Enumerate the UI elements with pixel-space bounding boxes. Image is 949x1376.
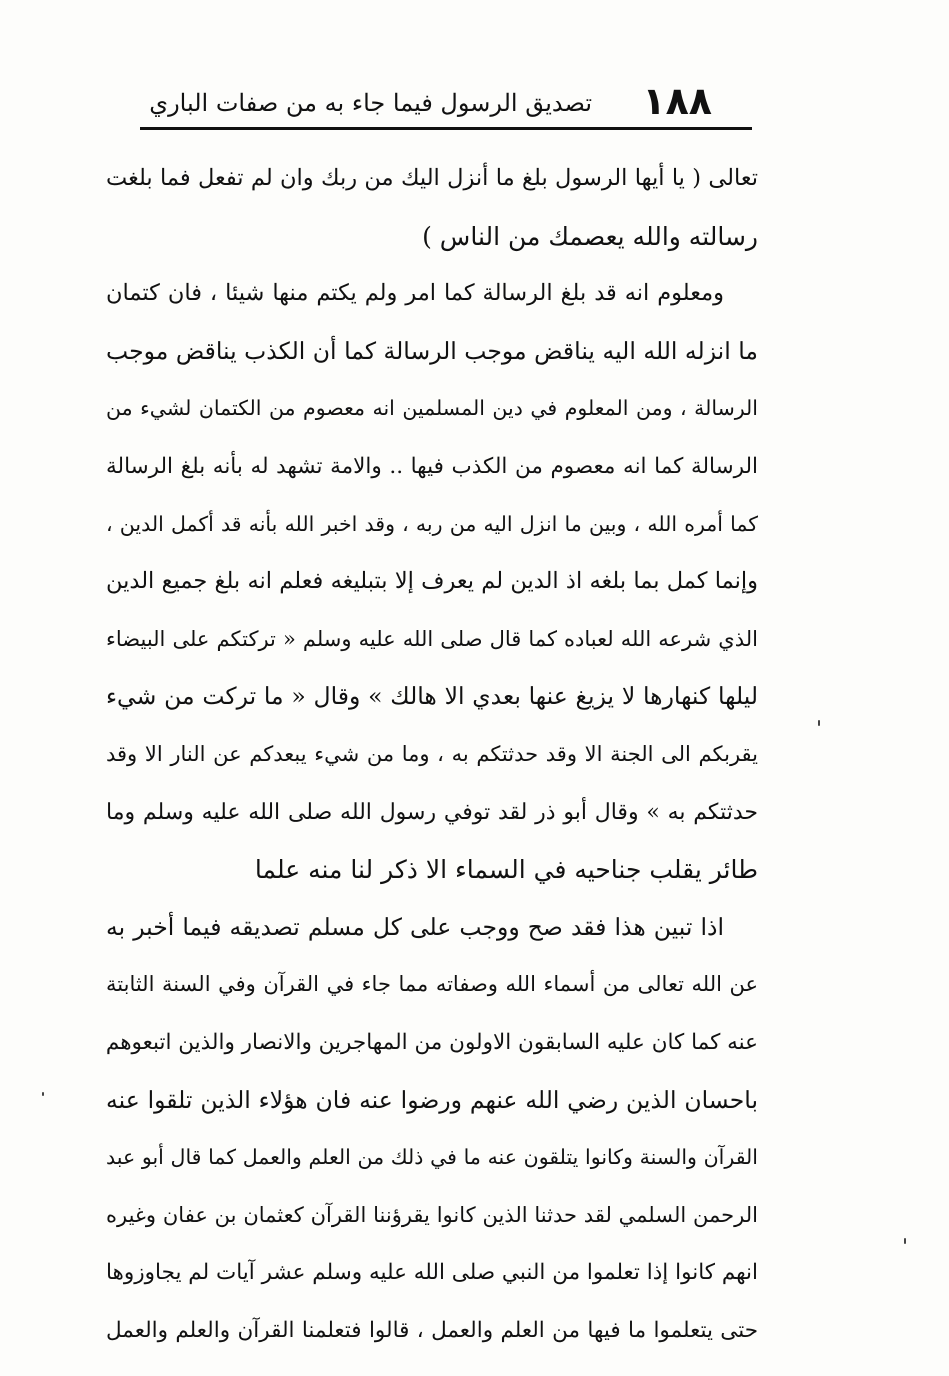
text-line: حتى يتعلموا ما فيها من العلم والعمل ، قالوا فتعلمنا القرآن والعلم والعمل <box>106 1317 758 1343</box>
text-line: الذي شرعه الله لعباده كما قال صلى الله عليه وسلم « تركتكم على البيضاء <box>106 626 758 651</box>
text-line: وإنما كمل بما بلغه اذ الدين لم يعرف إلا بتبليغه فعلم انه بلغ جميع الدين <box>106 568 758 595</box>
running-title: تصديق الرسول فيما جاء به من صفات الباري <box>149 89 592 117</box>
text-line: عن الله تعالى من أسماء الله وصفاته مما جاء في القرآن وفي السنة الثابتة <box>106 972 758 997</box>
text-line: طائر يقلب جناحيه في السماء الا ذكر لنا منه علما <box>254 855 758 885</box>
text-line: الرسالة ، ومن المعلوم في دين المسلمين انه معصوم من الكتمان لشيء من <box>106 396 758 421</box>
scan-speck <box>904 1238 906 1244</box>
body-text <box>106 150 758 1359</box>
text-line: حدثتكم به » وقال أبو ذر لقد توفي رسول الله صلى الله عليه وسلم وما <box>106 799 758 825</box>
page-header <box>140 78 752 128</box>
text-line: رسالته والله يعصمك من الناس ) <box>422 221 758 251</box>
page-number: ١٨٨ <box>642 79 712 123</box>
text-line: الرسالة كما انه معصوم من الكذب فيها .. والامة تشهد له بأنه بلغ الرسالة <box>106 453 758 479</box>
text-line: عنه كما كان عليه السابقون الاولون من المهاجرين والانصار والذين اتبعوهم <box>106 1029 758 1055</box>
text-line: يقربكم الى الجنة الا وقد حدثتكم به ، وما من شيء يبعدكم عن النار الا وقد <box>106 741 758 766</box>
scan-speck <box>818 720 820 726</box>
text-line: تعالى ( يا أيها الرسول بلغ ما أنزل اليك من ربك وان لم تفعل فما بلغت <box>106 165 758 191</box>
text-line: كما أمره الله ، وبين ما انزل اليه من ربه ، وقد اخبر الله بأنه قد أكمل الدين ، <box>106 511 758 536</box>
text-line: ليلها كنهارها لا يزيغ عنها بعدي الا هالك » وقال « ما تركت من شيء <box>106 682 758 711</box>
text-line: ما انزله الله اليه يناقض موجب الرسالة كما أن الكذب يناقض موجب <box>106 336 758 365</box>
paragraph-start-line: ومعلوم انه قد بلغ الرسالة كما امر ولم يكتم منها شيئا ، فان كتمان <box>106 280 724 307</box>
scan-speck <box>42 1092 44 1096</box>
text-line: الرحمن السلمي لقد حدثنا الذين كانوا يقرؤننا القرآن كعثمان بن عفان وغيره <box>106 1202 758 1227</box>
paragraph-start-line: اذا تبين هذا فقد صح ووجب على كل مسلم تصديقه فيما أخبر به <box>106 912 724 941</box>
text-line: انهم كانوا إذا تعلموا من النبي صلى الله عليه وسلم عشر آيات لم يجاوزوها <box>106 1260 758 1286</box>
text-line: القرآن والسنة وكانوا يتلقون عنه ما في ذلك من العلم والعمل كما قال أبو عبد <box>106 1145 758 1170</box>
text-line: باحسان الذين رضي الله عنهم ورضوا عنه فان هؤلاء الذين تلقوا عنه <box>106 1085 758 1114</box>
header-rule <box>140 127 752 130</box>
